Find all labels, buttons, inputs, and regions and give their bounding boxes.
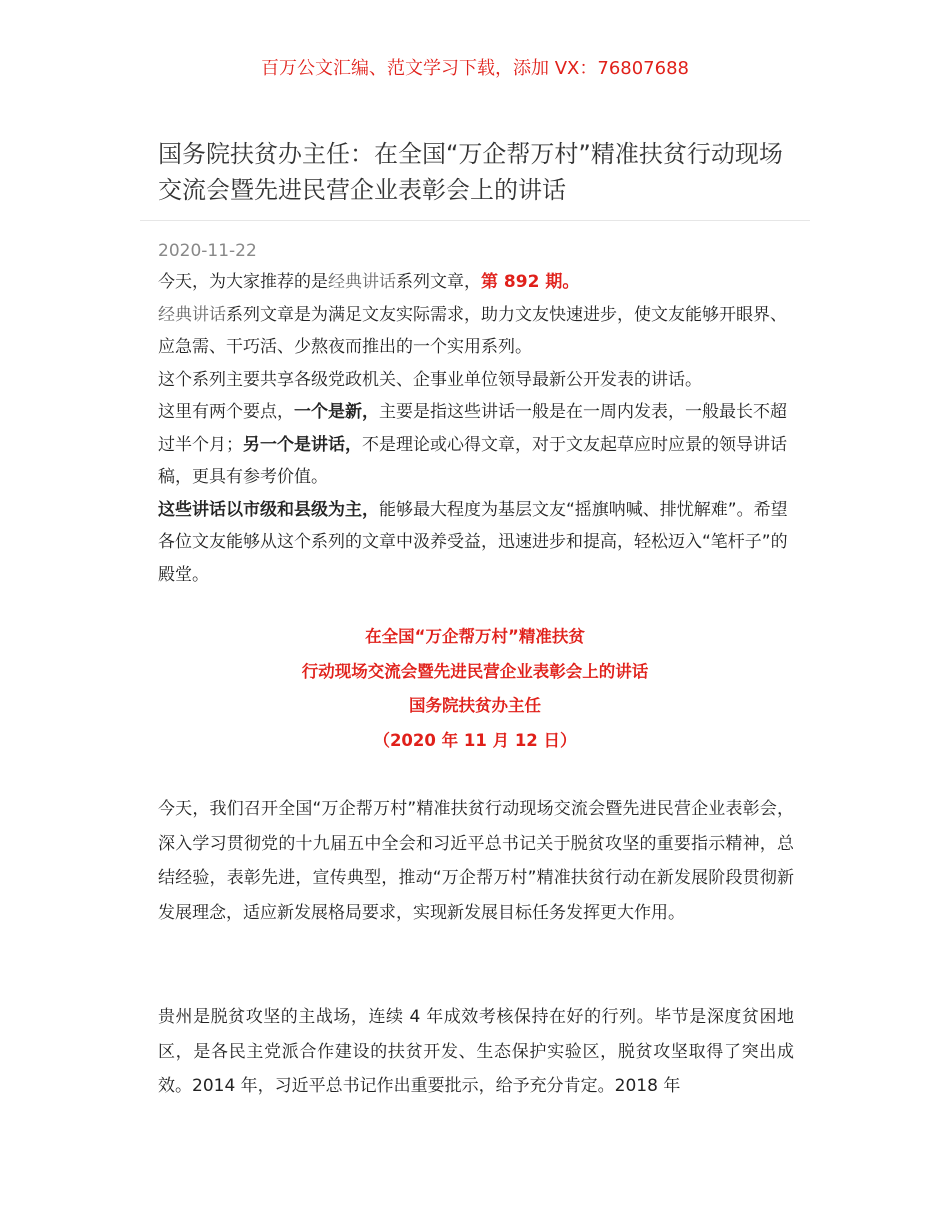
intro-paragraph-3: 这个系列主要共享各级党政机关、企事业单位领导最新公开发表的讲话。 — [158, 369, 702, 390]
intro-middle: 系列文章， — [396, 272, 481, 292]
promo-banner: 百万公文汇编、范文学习下载，添加 VX：76807688 — [261, 58, 689, 79]
intro-p5-rest: 能够最大程度为基层文友“摇旗呐喊、排忧解难”。希望各位文友能够从这个系列的文章中汲养受益，迅速进步和提高，轻松迈入“笔杆子”的殿堂。 — [158, 499, 788, 585]
speech-heading-date: （2020 年 11 月 12 日） — [373, 730, 577, 750]
intro-p4-bold-speech: 另一个是讲话， — [243, 434, 362, 455]
speech-heading-speaker: 国务院扶贫办主任 — [409, 696, 541, 715]
series-name: 经典讲话 — [328, 272, 396, 292]
issue-number: 第 892 期。 — [481, 272, 580, 292]
intro-section — [158, 266, 794, 591]
intro-paragraph-2 — [158, 299, 794, 364]
intro-paragraph-2-text: 系列文章是为满足文友实际需求，助力文友快速进步，使文友能够开眼界、应急需、干巧活、少熬夜而推出的一个实用系列。 — [158, 304, 787, 357]
intro-p4-e: 不是理论或心得文章，对于文友起草应时应景的领导讲话稿，更具有参考价值。 — [158, 434, 787, 487]
intro-prefix: 今天，为大家推荐的是 — [158, 272, 328, 292]
title-divider — [140, 220, 810, 221]
intro-line-1 — [158, 266, 794, 299]
body-paragraph-2: 贵州是脱贫攻坚的主战场，连续 4 年成效考核保持在好的行列。毕节是深度贫困地区，是各民主党派合作建设的扶贫开发、生态保护实验区，脱贫攻坚取得了突出成效。2014 年，习近平总书记作出重要批示，给予充分肯定。2018 年 — [158, 1007, 794, 1096]
speech-heading-line-1: 在全国“万企帮万村”精准扶贫 — [365, 627, 585, 646]
body-paragraph-1: 今天，我们召开全国“万企帮万村”精准扶贫行动现场交流会暨先进民营企业表彰会，深入学习贯彻党的十九届五中全会和习近平总书记关于脱贫攻坚的重要指示精神，总结经验，表彰先进，宣传典型，推动“万企帮万村”精准扶贫行动在新发展阶段贯彻新发展理念，适应新发展格局要求，实现新发展目标任务发挥更大作用。 — [158, 799, 794, 923]
intro-p4-c: 主要是指这些讲话一般是在一周内发表，一般最长不超过半个月； — [158, 402, 787, 455]
publish-date: 2020-11-22 — [158, 241, 257, 261]
intro-p4-bold-new: 一个是新， — [294, 402, 379, 422]
speech-heading — [0, 620, 950, 758]
intro-paragraph-5 — [158, 494, 794, 592]
intro-paragraph-4 — [158, 396, 794, 494]
speech-heading-line-2: 行动现场交流会暨先进民营企业表彰会上的讲话 — [301, 661, 649, 681]
article-title: 国务院扶贫办主任：在全国“万企帮万村”精准扶贫行动现场交流会暨先进民营企业表彰会上的讲话 — [158, 140, 783, 204]
series-name-2: 经典讲话 — [158, 304, 226, 325]
intro-p4-a: 这里有两个要点， — [158, 402, 294, 422]
intro-p5-bold: 这些讲话以市级和县级为主， — [158, 499, 379, 520]
